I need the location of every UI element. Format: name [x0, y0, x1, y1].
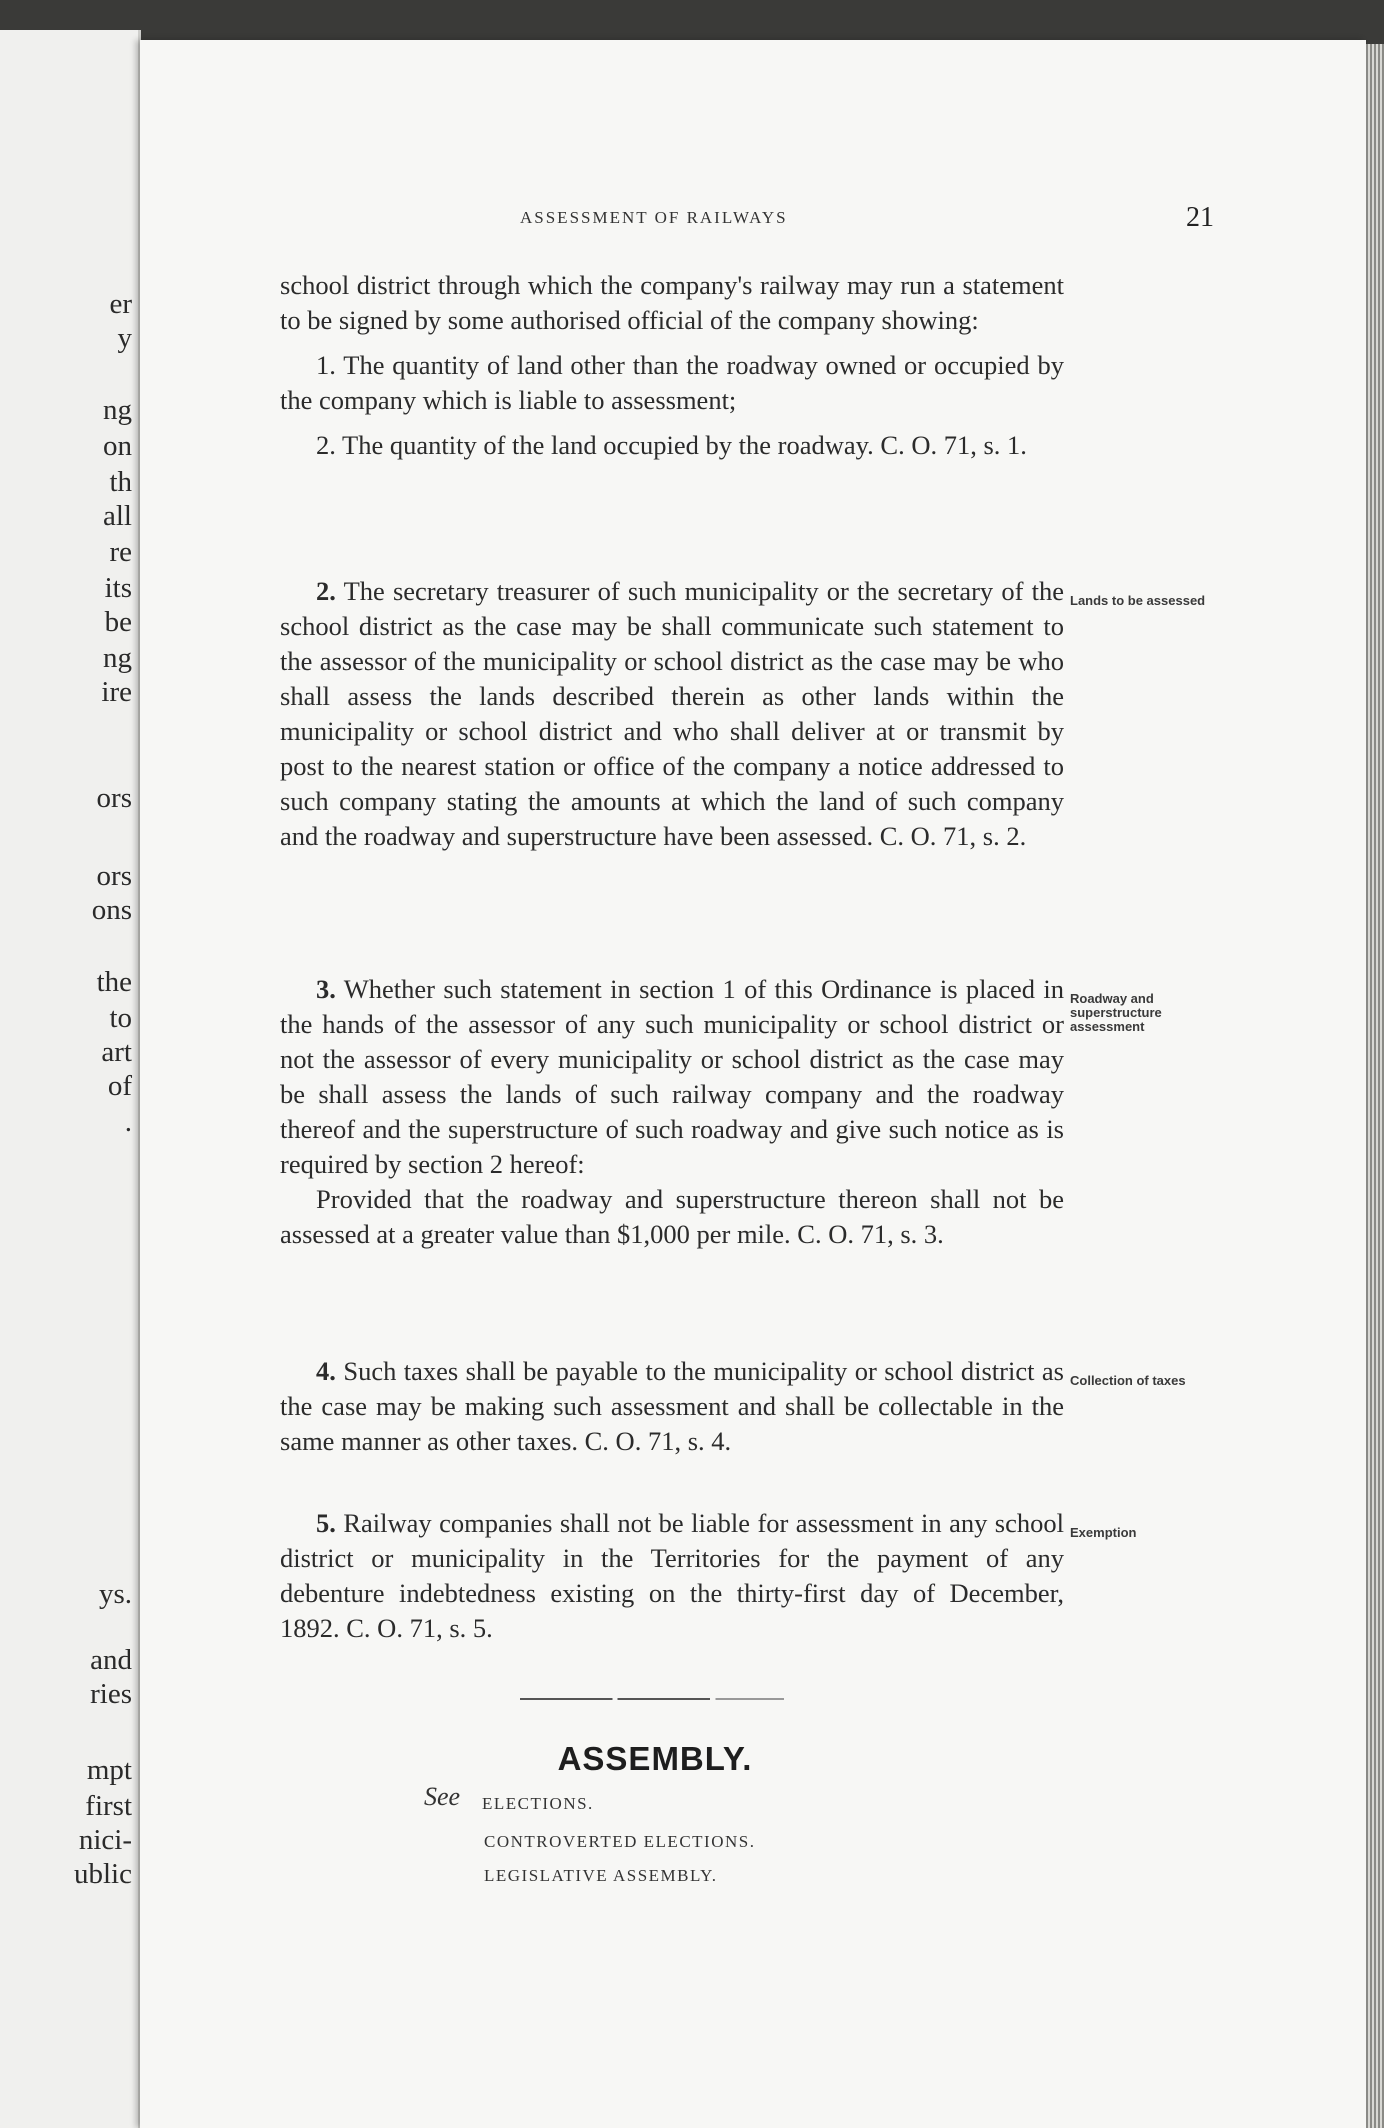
facing-page-fragment: first	[85, 1790, 132, 1822]
page-header	[280, 202, 1220, 238]
cross-reference-controverted-elections: CONTROVERTED ELECTIONS.	[484, 1832, 756, 1851]
section-4	[280, 1354, 1064, 1459]
facing-page-fragment: ors	[96, 860, 132, 892]
facing-page-fragment: its	[104, 572, 132, 604]
section-2	[280, 574, 1064, 854]
section-number: 3.	[316, 974, 336, 1004]
facing-page-fragment: th	[109, 466, 132, 498]
margin-note-roadway-assessment: Roadway and superstructure assessment	[1070, 991, 1162, 1034]
facing-page-fragment: of	[107, 1070, 132, 1102]
facing-page-fragment: mpt	[86, 1754, 132, 1786]
section-5-paragraph	[280, 1506, 1064, 1646]
facing-page-fragment: the	[96, 966, 132, 998]
section-text: Whether such statement in section 1 of this Ordinance is placed in the hands of the assessor of any such municipality or school district or not the assessor of every municipality or school district as the case may be shall assess the lands of such railway company and the roadway thereof and the superstructure of such roadway and give such notice as is required by section 2 hereof:	[280, 974, 1064, 1179]
section-2-paragraph	[280, 574, 1064, 854]
section-number: 2.	[316, 576, 336, 606]
facing-page-fragment: ire	[101, 676, 132, 708]
facing-page-fragment: on	[103, 430, 132, 462]
cross-reference-elections: ELECTIONS.	[482, 1794, 594, 1813]
facing-page-fragment: ors	[96, 782, 132, 814]
section-text: Such taxes shall be payable to the municipality or school district as the case may be making such assessment and shall be collectable in the same manner as other taxes. C. O. 71, s. 4.	[280, 1356, 1064, 1456]
facing-page-fragment: ons	[91, 894, 132, 926]
facing-page-fragment: ys.	[98, 1578, 132, 1610]
see-label: See	[424, 1782, 461, 1811]
intro-paragraph: school district through which the company's railway may run a statement to be signed by some authorised official of the company showing:	[280, 270, 1064, 335]
intro-block	[280, 268, 1064, 463]
facing-page-fragment: ublic	[74, 1858, 132, 1890]
facing-page-fragment: ng	[103, 394, 132, 426]
section-text: The secretary treasurer of such municipality or the secretary of the school district as the case may be shall communicate such statement to the assessor of the municipality or school district as the case may be who shall assess the lands described therein as other lands within the municipality or school district and who shall deliver at or transmit by post to the nearest station or office of the company a notice addressed to such company stating the amounts at which the land of such company and the roadway and superstructure have been assessed. C. O. 71, s. 2.	[280, 576, 1064, 851]
facing-page-fragment: y	[117, 322, 132, 354]
section-4-paragraph	[280, 1354, 1064, 1459]
facing-page-fragment: ng	[103, 642, 132, 674]
intro-item-1: 1. The quantity of land other than the roadway owned or occupied by the company which is liable to assessment;	[280, 350, 1064, 415]
section-number: 4.	[316, 1356, 336, 1386]
facing-page-fragment: er	[109, 288, 132, 320]
facing-page-fragment: be	[104, 606, 132, 638]
running-head: ASSESSMENT OF RAILWAYS	[520, 208, 788, 227]
facing-page-fragment: ries	[90, 1678, 132, 1710]
facing-page-fragment: .	[124, 1106, 132, 1138]
section-divider	[520, 1698, 784, 1700]
facing-page-fragment: art	[101, 1036, 132, 1068]
margin-note-collection-of-taxes: Collection of taxes	[1070, 1373, 1186, 1388]
section-3-proviso: Provided that the roadway and superstructure thereon shall not be assessed at a greater value than $1,000 per mile. C. O. 71, s. 3.	[280, 1184, 1064, 1249]
page-edges	[1366, 44, 1384, 2128]
intro-item-2: 2. The quantity of the land occupied by the roadway. C. O. 71, s. 1.	[316, 430, 1027, 460]
assembly-heading: ASSEMBLY.	[557, 1740, 753, 1777]
facing-page-fragment: re	[109, 536, 132, 568]
section-3-paragraph	[280, 972, 1064, 1182]
margin-note-lands-to-be-assessed: Lands to be assessed	[1070, 593, 1206, 608]
facing-page	[0, 30, 141, 2128]
facing-page-fragment: nici-	[78, 1824, 132, 1856]
cross-reference-legislative-assembly: LEGISLATIVE ASSEMBLY.	[484, 1866, 718, 1885]
section-3	[280, 972, 1064, 1252]
facing-page-fragment: all	[103, 500, 132, 532]
page-number: 21	[1186, 202, 1214, 233]
section-number: 5.	[316, 1508, 336, 1538]
section-5	[280, 1506, 1064, 1646]
section-text: Railway companies shall not be liable for assessment in any school district or municipality in the Territories for the payment of any debenture indebtedness existing on the thirty-first day of December, 1892. C. O. 71, s. 5.	[280, 1508, 1064, 1643]
facing-page-fragment: to	[109, 1002, 132, 1034]
facing-page-fragment: and	[90, 1644, 132, 1676]
margin-note-exemption: Exemption	[1070, 1525, 1137, 1540]
